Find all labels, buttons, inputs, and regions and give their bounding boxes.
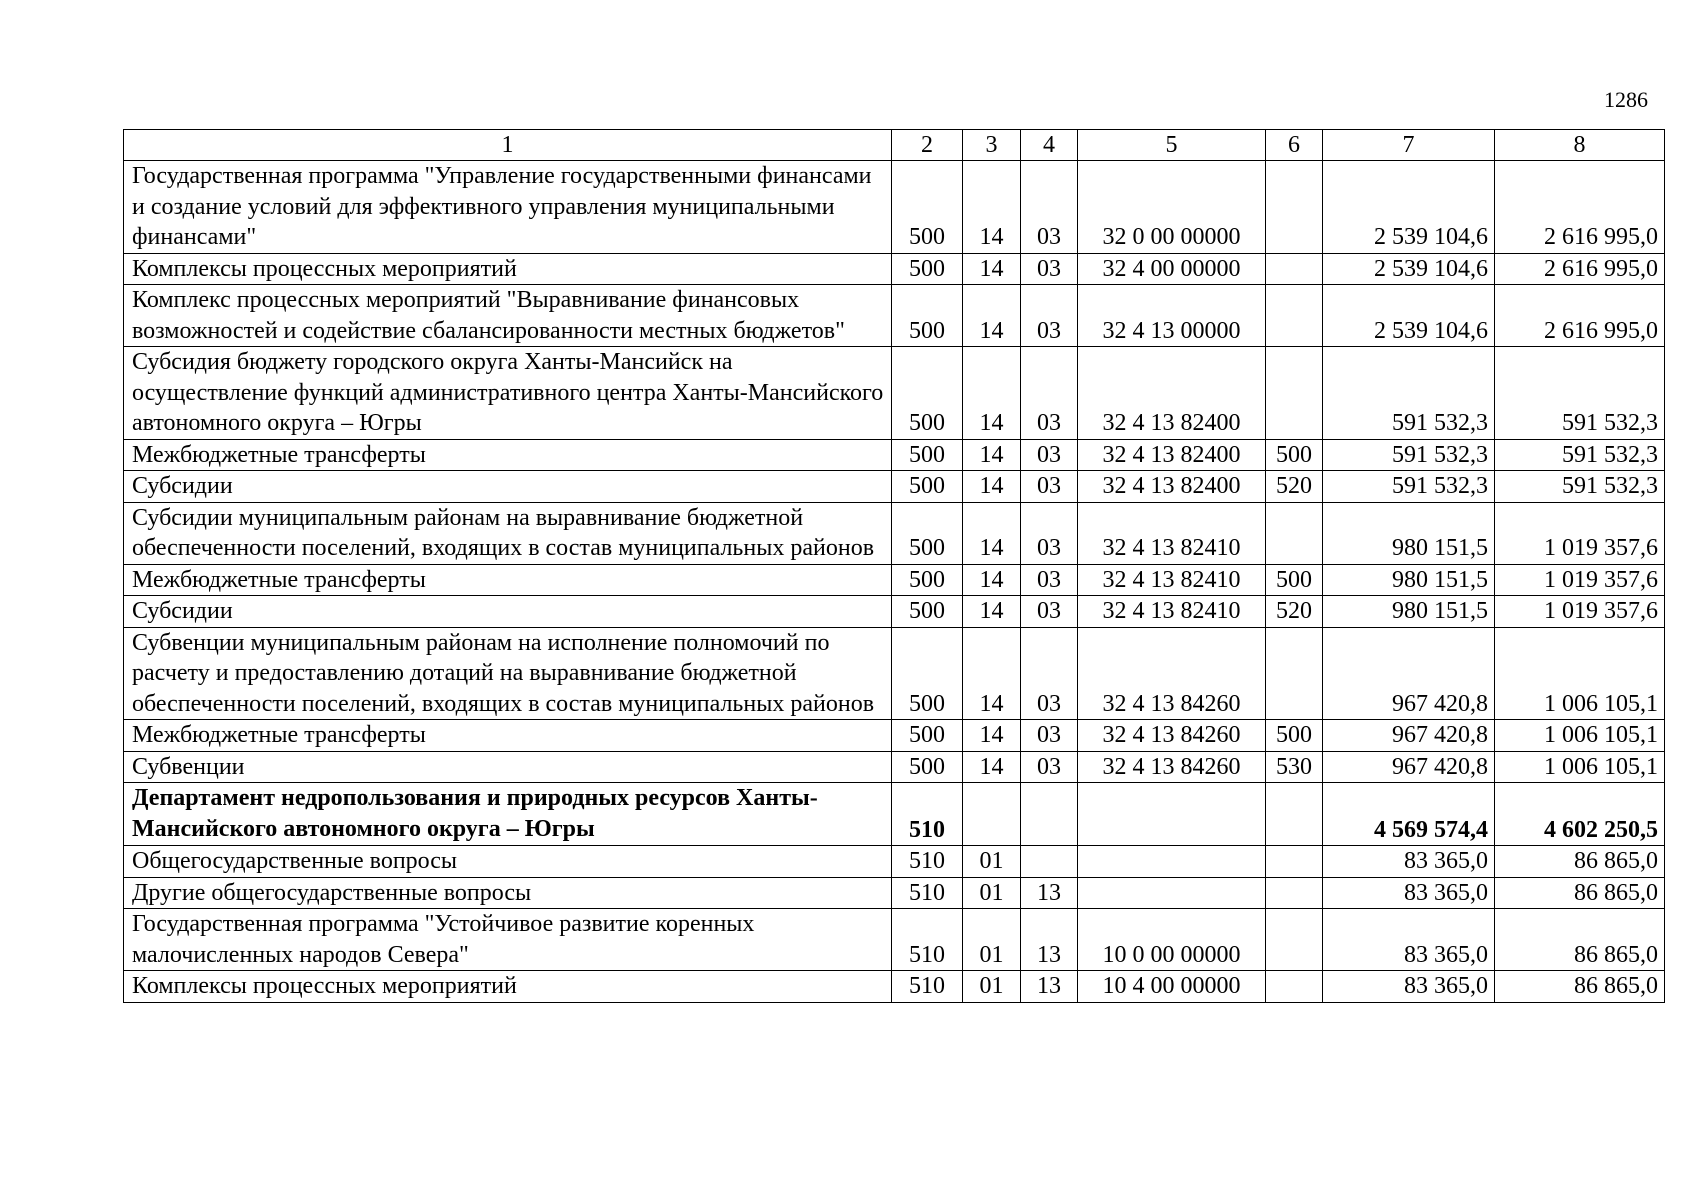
- table-row: [124, 502, 1665, 564]
- cell-col-6: [1266, 502, 1323, 564]
- cell-col-6: 500: [1266, 439, 1323, 471]
- cell-col-2: 510: [892, 971, 963, 1003]
- page-number: 1286: [1604, 87, 1648, 112]
- cell-col-8: 86 865,0: [1495, 909, 1665, 971]
- cell-col-7: 980 151,5: [1323, 502, 1495, 564]
- cell-col-6: 500: [1266, 720, 1323, 752]
- cell-col-3: 14: [963, 471, 1021, 503]
- table-row: [124, 909, 1665, 971]
- cell-col-3: 01: [963, 877, 1021, 909]
- cell-col-2: 500: [892, 439, 963, 471]
- cell-col-4: 03: [1021, 564, 1078, 596]
- table-row: [124, 846, 1665, 878]
- cell-col-4: 03: [1021, 720, 1078, 752]
- cell-name: Государственная программа "Управление государственными финансами и создание условий для эффективного управления муниципальными финансами": [124, 161, 892, 254]
- cell-col-2: 500: [892, 596, 963, 628]
- cell-name: Субсидии: [124, 471, 892, 503]
- cell-col-4: [1021, 846, 1078, 878]
- cell-col-7: 83 365,0: [1323, 909, 1495, 971]
- cell-col-3: 01: [963, 846, 1021, 878]
- cell-col-7: 2 539 104,6: [1323, 253, 1495, 285]
- table-row: [124, 285, 1665, 347]
- cell-col-6: [1266, 877, 1323, 909]
- cell-col-8: 591 532,3: [1495, 347, 1665, 440]
- cell-col-4: 03: [1021, 347, 1078, 440]
- cell-col-2: 510: [892, 877, 963, 909]
- cell-name: Субвенции муниципальным районам на исполнение полномочий по расчету и предоставлению дотаций на выравнивание бюджетной обеспеченности поселений, входящих в состав муниципальных районов: [124, 627, 892, 720]
- cell-col-3: 14: [963, 253, 1021, 285]
- cell-col-3: 14: [963, 596, 1021, 628]
- cell-col-7: 591 532,3: [1323, 471, 1495, 503]
- cell-col-5: 32 4 13 84260: [1078, 627, 1266, 720]
- cell-name: Субсидии: [124, 596, 892, 628]
- cell-name: Межбюджетные трансферты: [124, 720, 892, 752]
- cell-name: Межбюджетные трансферты: [124, 439, 892, 471]
- cell-col-7: 980 151,5: [1323, 596, 1495, 628]
- cell-col-8: 2 616 995,0: [1495, 285, 1665, 347]
- cell-col-5: 10 4 00 00000: [1078, 971, 1266, 1003]
- cell-col-6: [1266, 846, 1323, 878]
- cell-col-7: 83 365,0: [1323, 877, 1495, 909]
- cell-col-8: 1 019 357,6: [1495, 596, 1665, 628]
- column-header-5: 5: [1078, 130, 1266, 161]
- cell-col-7: 967 420,8: [1323, 627, 1495, 720]
- table-row: [124, 751, 1665, 783]
- cell-col-5: 32 4 13 82400: [1078, 471, 1266, 503]
- cell-col-6: [1266, 909, 1323, 971]
- cell-col-2: 500: [892, 285, 963, 347]
- cell-col-2: 510: [892, 783, 963, 846]
- cell-col-5: 32 4 13 84260: [1078, 751, 1266, 783]
- cell-col-5: 32 4 13 82410: [1078, 596, 1266, 628]
- cell-col-5: 32 4 13 82410: [1078, 502, 1266, 564]
- table-row: [124, 161, 1665, 254]
- cell-col-7: 83 365,0: [1323, 846, 1495, 878]
- column-header-6: 6: [1266, 130, 1323, 161]
- cell-col-8: 4 602 250,5: [1495, 783, 1665, 846]
- cell-col-3: [963, 783, 1021, 846]
- cell-col-2: 510: [892, 909, 963, 971]
- column-header-7: 7: [1323, 130, 1495, 161]
- cell-col-8: 591 532,3: [1495, 471, 1665, 503]
- cell-name: Комплексы процессных мероприятий: [124, 253, 892, 285]
- table-row: [124, 439, 1665, 471]
- cell-col-5: 32 4 13 82400: [1078, 439, 1266, 471]
- cell-col-8: 1 006 105,1: [1495, 751, 1665, 783]
- cell-col-6: 500: [1266, 564, 1323, 596]
- cell-col-3: 01: [963, 971, 1021, 1003]
- cell-name: Государственная программа "Устойчивое развитие коренных малочисленных народов Севера": [124, 909, 892, 971]
- cell-col-8: 2 616 995,0: [1495, 161, 1665, 254]
- cell-col-5: 10 0 00 00000: [1078, 909, 1266, 971]
- cell-col-4: 03: [1021, 502, 1078, 564]
- cell-col-7: 967 420,8: [1323, 720, 1495, 752]
- cell-col-4: 13: [1021, 909, 1078, 971]
- cell-col-4: 03: [1021, 596, 1078, 628]
- cell-col-8: 1 006 105,1: [1495, 720, 1665, 752]
- cell-col-7: 591 532,3: [1323, 439, 1495, 471]
- cell-col-8: 591 532,3: [1495, 439, 1665, 471]
- cell-col-3: 14: [963, 161, 1021, 254]
- cell-col-4: 03: [1021, 253, 1078, 285]
- column-header-4: 4: [1021, 130, 1078, 161]
- cell-col-6: [1266, 971, 1323, 1003]
- cell-col-8: 86 865,0: [1495, 846, 1665, 878]
- cell-name: Субвенции: [124, 751, 892, 783]
- cell-col-2: 500: [892, 564, 963, 596]
- cell-col-2: 500: [892, 627, 963, 720]
- cell-col-5: 32 4 13 82400: [1078, 347, 1266, 440]
- cell-col-2: 500: [892, 502, 963, 564]
- cell-name: Департамент недропользования и природных ресурсов Ханты-Мансийского автономного округа – Югры: [124, 783, 892, 846]
- cell-col-2: 500: [892, 720, 963, 752]
- cell-col-6: [1266, 627, 1323, 720]
- cell-col-4: 03: [1021, 627, 1078, 720]
- cell-col-2: 500: [892, 253, 963, 285]
- cell-col-4: 13: [1021, 877, 1078, 909]
- cell-col-6: 520: [1266, 596, 1323, 628]
- cell-col-3: 01: [963, 909, 1021, 971]
- cell-col-6: 520: [1266, 471, 1323, 503]
- table-row: [124, 347, 1665, 440]
- column-header-1: 1: [124, 130, 892, 161]
- cell-col-8: 1 019 357,6: [1495, 564, 1665, 596]
- cell-col-5: 32 4 00 00000: [1078, 253, 1266, 285]
- cell-col-3: 14: [963, 720, 1021, 752]
- cell-col-3: 14: [963, 347, 1021, 440]
- cell-col-2: 500: [892, 471, 963, 503]
- table-row: [124, 877, 1665, 909]
- cell-col-6: [1266, 783, 1323, 846]
- cell-col-5: 32 4 13 82410: [1078, 564, 1266, 596]
- cell-col-2: 500: [892, 161, 963, 254]
- table-row: [124, 471, 1665, 503]
- cell-col-2: 510: [892, 846, 963, 878]
- table-row: [124, 253, 1665, 285]
- cell-col-3: 14: [963, 751, 1021, 783]
- cell-name: Общегосударственные вопросы: [124, 846, 892, 878]
- cell-col-4: 03: [1021, 161, 1078, 254]
- table-row: [124, 720, 1665, 752]
- cell-col-7: 2 539 104,6: [1323, 285, 1495, 347]
- cell-name: Другие общегосударственные вопросы: [124, 877, 892, 909]
- cell-col-4: 03: [1021, 439, 1078, 471]
- cell-col-8: 1 019 357,6: [1495, 502, 1665, 564]
- cell-col-3: 14: [963, 439, 1021, 471]
- cell-col-3: 14: [963, 285, 1021, 347]
- cell-col-4: 03: [1021, 471, 1078, 503]
- cell-name: Межбюджетные трансферты: [124, 564, 892, 596]
- cell-col-7: 83 365,0: [1323, 971, 1495, 1003]
- cell-col-7: 4 569 574,4: [1323, 783, 1495, 846]
- cell-col-8: 1 006 105,1: [1495, 627, 1665, 720]
- column-header-3: 3: [963, 130, 1021, 161]
- cell-col-8: 86 865,0: [1495, 971, 1665, 1003]
- cell-col-5: [1078, 877, 1266, 909]
- cell-name: Комплексы процессных мероприятий: [124, 971, 892, 1003]
- cell-col-6: [1266, 347, 1323, 440]
- table-row: [124, 564, 1665, 596]
- table-row: [124, 627, 1665, 720]
- cell-col-6: [1266, 161, 1323, 254]
- table-header-row: [124, 130, 1665, 161]
- cell-col-3: 14: [963, 627, 1021, 720]
- table-row: [124, 596, 1665, 628]
- cell-col-4: 13: [1021, 971, 1078, 1003]
- cell-col-5: 32 4 13 00000: [1078, 285, 1266, 347]
- cell-col-8: 86 865,0: [1495, 877, 1665, 909]
- budget-table: [123, 129, 1665, 1003]
- cell-col-3: 14: [963, 502, 1021, 564]
- cell-col-5: 32 0 00 00000: [1078, 161, 1266, 254]
- cell-col-4: 03: [1021, 285, 1078, 347]
- cell-name: Комплекс процессных мероприятий "Выравнивание финансовых возможностей и содействие сбалансированности местных бюджетов": [124, 285, 892, 347]
- cell-col-7: 591 532,3: [1323, 347, 1495, 440]
- cell-col-7: 967 420,8: [1323, 751, 1495, 783]
- cell-col-2: 500: [892, 751, 963, 783]
- cell-name: Субсидии муниципальным районам на выравнивание бюджетной обеспеченности поселений, входящих в состав муниципальных районов: [124, 502, 892, 564]
- cell-col-2: 500: [892, 347, 963, 440]
- cell-col-3: 14: [963, 564, 1021, 596]
- column-header-2: 2: [892, 130, 963, 161]
- cell-col-6: [1266, 285, 1323, 347]
- cell-col-8: 2 616 995,0: [1495, 253, 1665, 285]
- column-header-8: 8: [1495, 130, 1665, 161]
- table-row: [124, 783, 1665, 846]
- cell-col-5: [1078, 783, 1266, 846]
- cell-name: Субсидия бюджету городского округа Ханты-Мансийск на осуществление функций административного центра Ханты-Мансийского автономного округа – Югры: [124, 347, 892, 440]
- cell-col-7: 2 539 104,6: [1323, 161, 1495, 254]
- cell-col-5: [1078, 846, 1266, 878]
- cell-col-6: 530: [1266, 751, 1323, 783]
- cell-col-7: 980 151,5: [1323, 564, 1495, 596]
- cell-col-4: [1021, 783, 1078, 846]
- cell-col-6: [1266, 253, 1323, 285]
- table-row: [124, 971, 1665, 1003]
- cell-col-4: 03: [1021, 751, 1078, 783]
- cell-col-5: 32 4 13 84260: [1078, 720, 1266, 752]
